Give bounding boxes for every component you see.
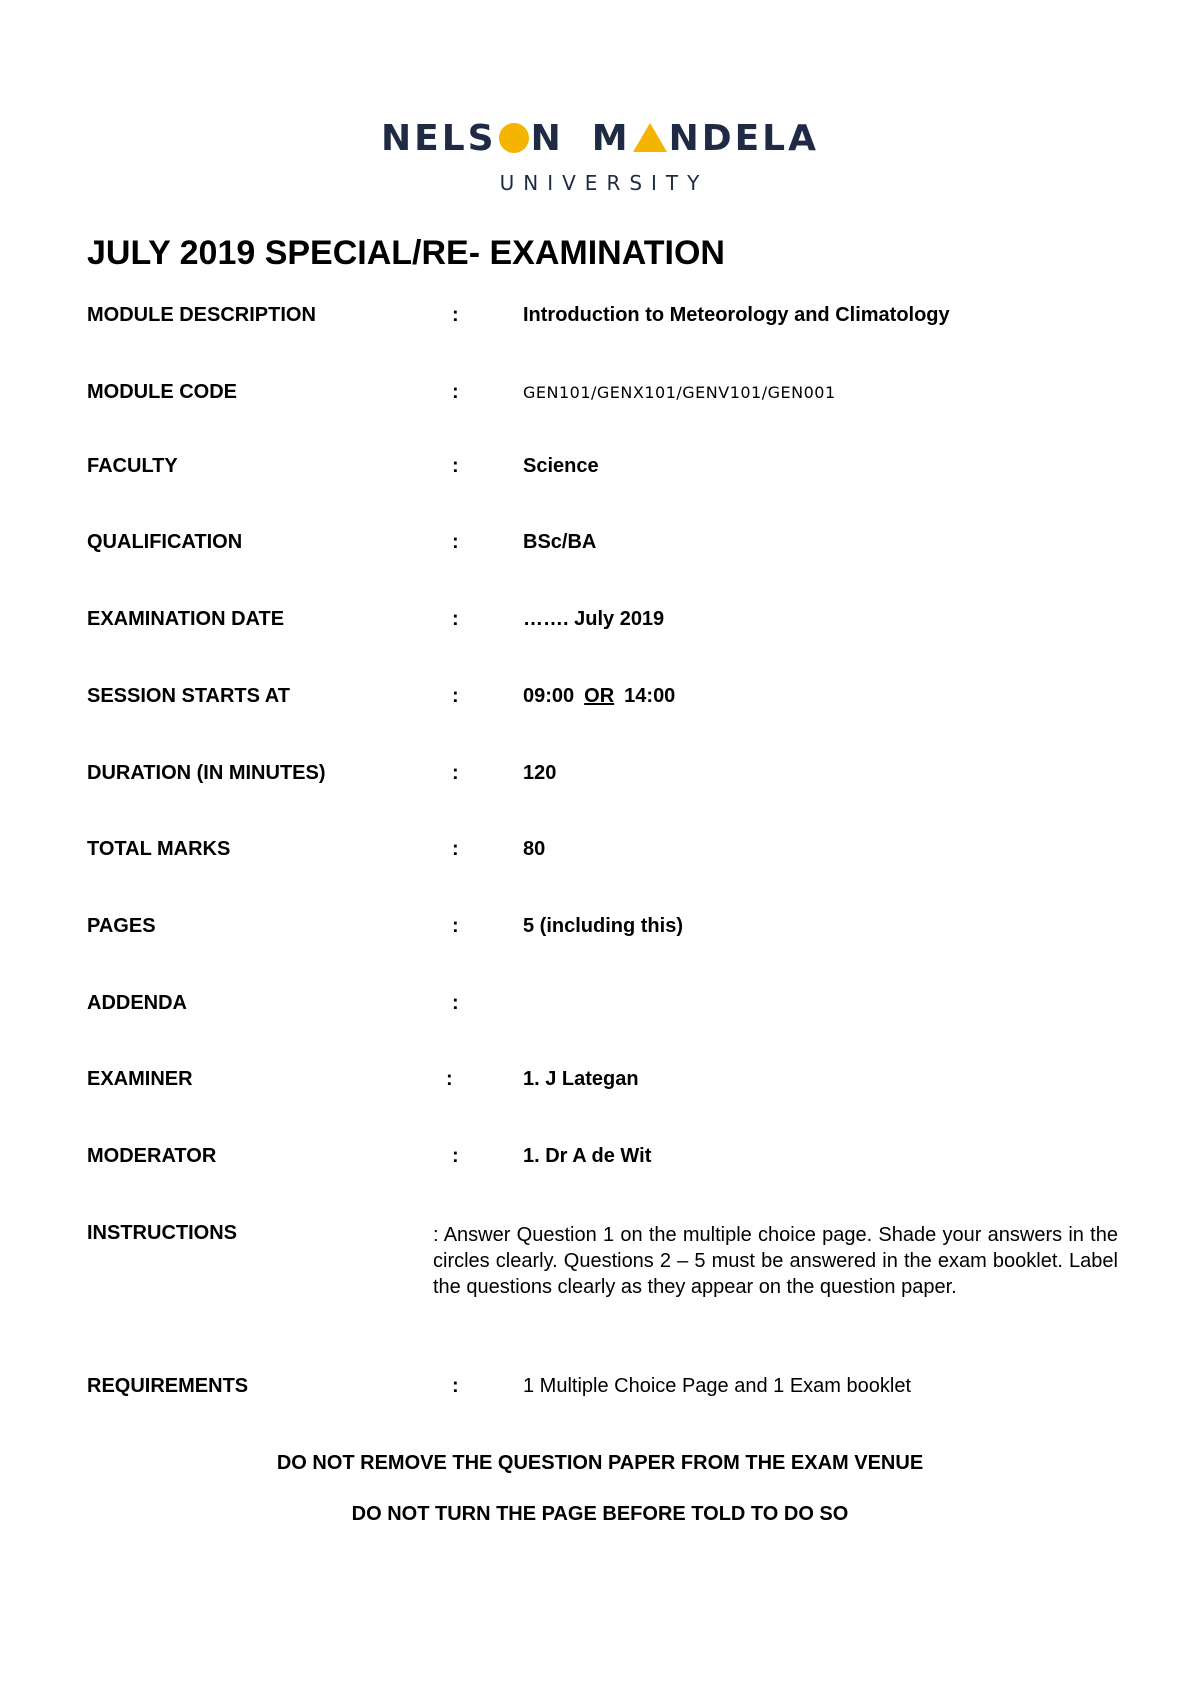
logo-text-n: N — [530, 118, 564, 159]
field-colon: : — [452, 1145, 459, 1167]
field-value: ……. July 2019 — [523, 608, 665, 630]
field-label: EXAMINATION DATE — [87, 608, 285, 630]
field-colon: : — [452, 304, 459, 326]
notice-do-not-turn: DO NOT TURN THE PAGE BEFORE TOLD TO DO SO — [351, 1503, 849, 1525]
field-colon: : — [452, 838, 459, 860]
field-colon: : — [452, 685, 459, 707]
field-label: MODULE CODE — [87, 381, 237, 403]
field-label: QUALIFICATION — [87, 531, 243, 553]
session-or: OR — [584, 685, 615, 707]
field-value — [523, 685, 675, 708]
field-value: 80 — [523, 838, 546, 860]
field-colon: : — [452, 455, 459, 477]
sun-icon — [499, 123, 529, 153]
field-colon: : — [452, 992, 459, 1014]
instructions-text: : Answer Question 1 on the multiple choice page. Shade your answers in the circles clearly. Questions 2 – 5 must be answered in the exam booklet. Label the questions clearly as they appear on the question paper. — [433, 1224, 1118, 1298]
field-value: 1. J Lategan — [523, 1068, 639, 1090]
field-colon: : — [452, 608, 459, 630]
field-colon: : — [446, 1068, 453, 1090]
field-colon: : — [452, 915, 459, 937]
field-label: SESSION STARTS AT — [87, 685, 290, 707]
field-label: TOTAL MARKS — [87, 838, 231, 860]
field-value: GEN101/GENX101/GENV101/GEN001 — [523, 383, 836, 402]
field-label: EXAMINER — [87, 1068, 193, 1090]
field-label: MODERATOR — [87, 1145, 217, 1167]
field-label: MODULE DESCRIPTION — [87, 304, 316, 326]
field-colon: : — [452, 1375, 459, 1397]
field-label: PAGES — [87, 915, 156, 937]
university-logo — [0, 118, 1200, 195]
field-label: FACULTY — [87, 455, 178, 477]
field-label: REQUIREMENTS — [87, 1375, 249, 1397]
field-value: 1. Dr A de Wit — [523, 1145, 652, 1167]
field-label: DURATION (IN MINUTES) — [87, 762, 326, 784]
field-colon: : — [452, 531, 459, 553]
logo-text-nels: NELS — [381, 118, 497, 159]
session-time-afternoon: 14:00 — [624, 685, 676, 707]
session-time-morning: 09:00 — [523, 685, 575, 707]
field-value: 5 (including this) — [523, 915, 683, 937]
logo-subtitle: UNIVERSITY — [499, 171, 709, 195]
field-value: BSc/BA — [523, 531, 597, 553]
exam-title: JULY 2019 SPECIAL/RE- EXAMINATION — [87, 234, 725, 272]
logo-text-m: M — [591, 118, 631, 159]
field-label: ADDENDA — [87, 992, 187, 1014]
logo-text-ndela: NDELA — [668, 118, 819, 159]
field-value: Introduction to Meteorology and Climatology — [523, 304, 950, 326]
logo-wordmark — [0, 118, 1200, 159]
triangle-icon — [633, 123, 667, 152]
field-value: Science — [523, 455, 599, 477]
notice-do-not-remove: DO NOT REMOVE THE QUESTION PAPER FROM THE EXAM VENUE — [276, 1452, 924, 1474]
field-label: INSTRUCTIONS — [87, 1222, 237, 1244]
field-colon: : — [452, 762, 459, 784]
field-value: 1 Multiple Choice Page and 1 Exam booklet — [523, 1375, 912, 1397]
field-colon: : — [452, 381, 459, 403]
field-value: 120 — [523, 762, 557, 784]
